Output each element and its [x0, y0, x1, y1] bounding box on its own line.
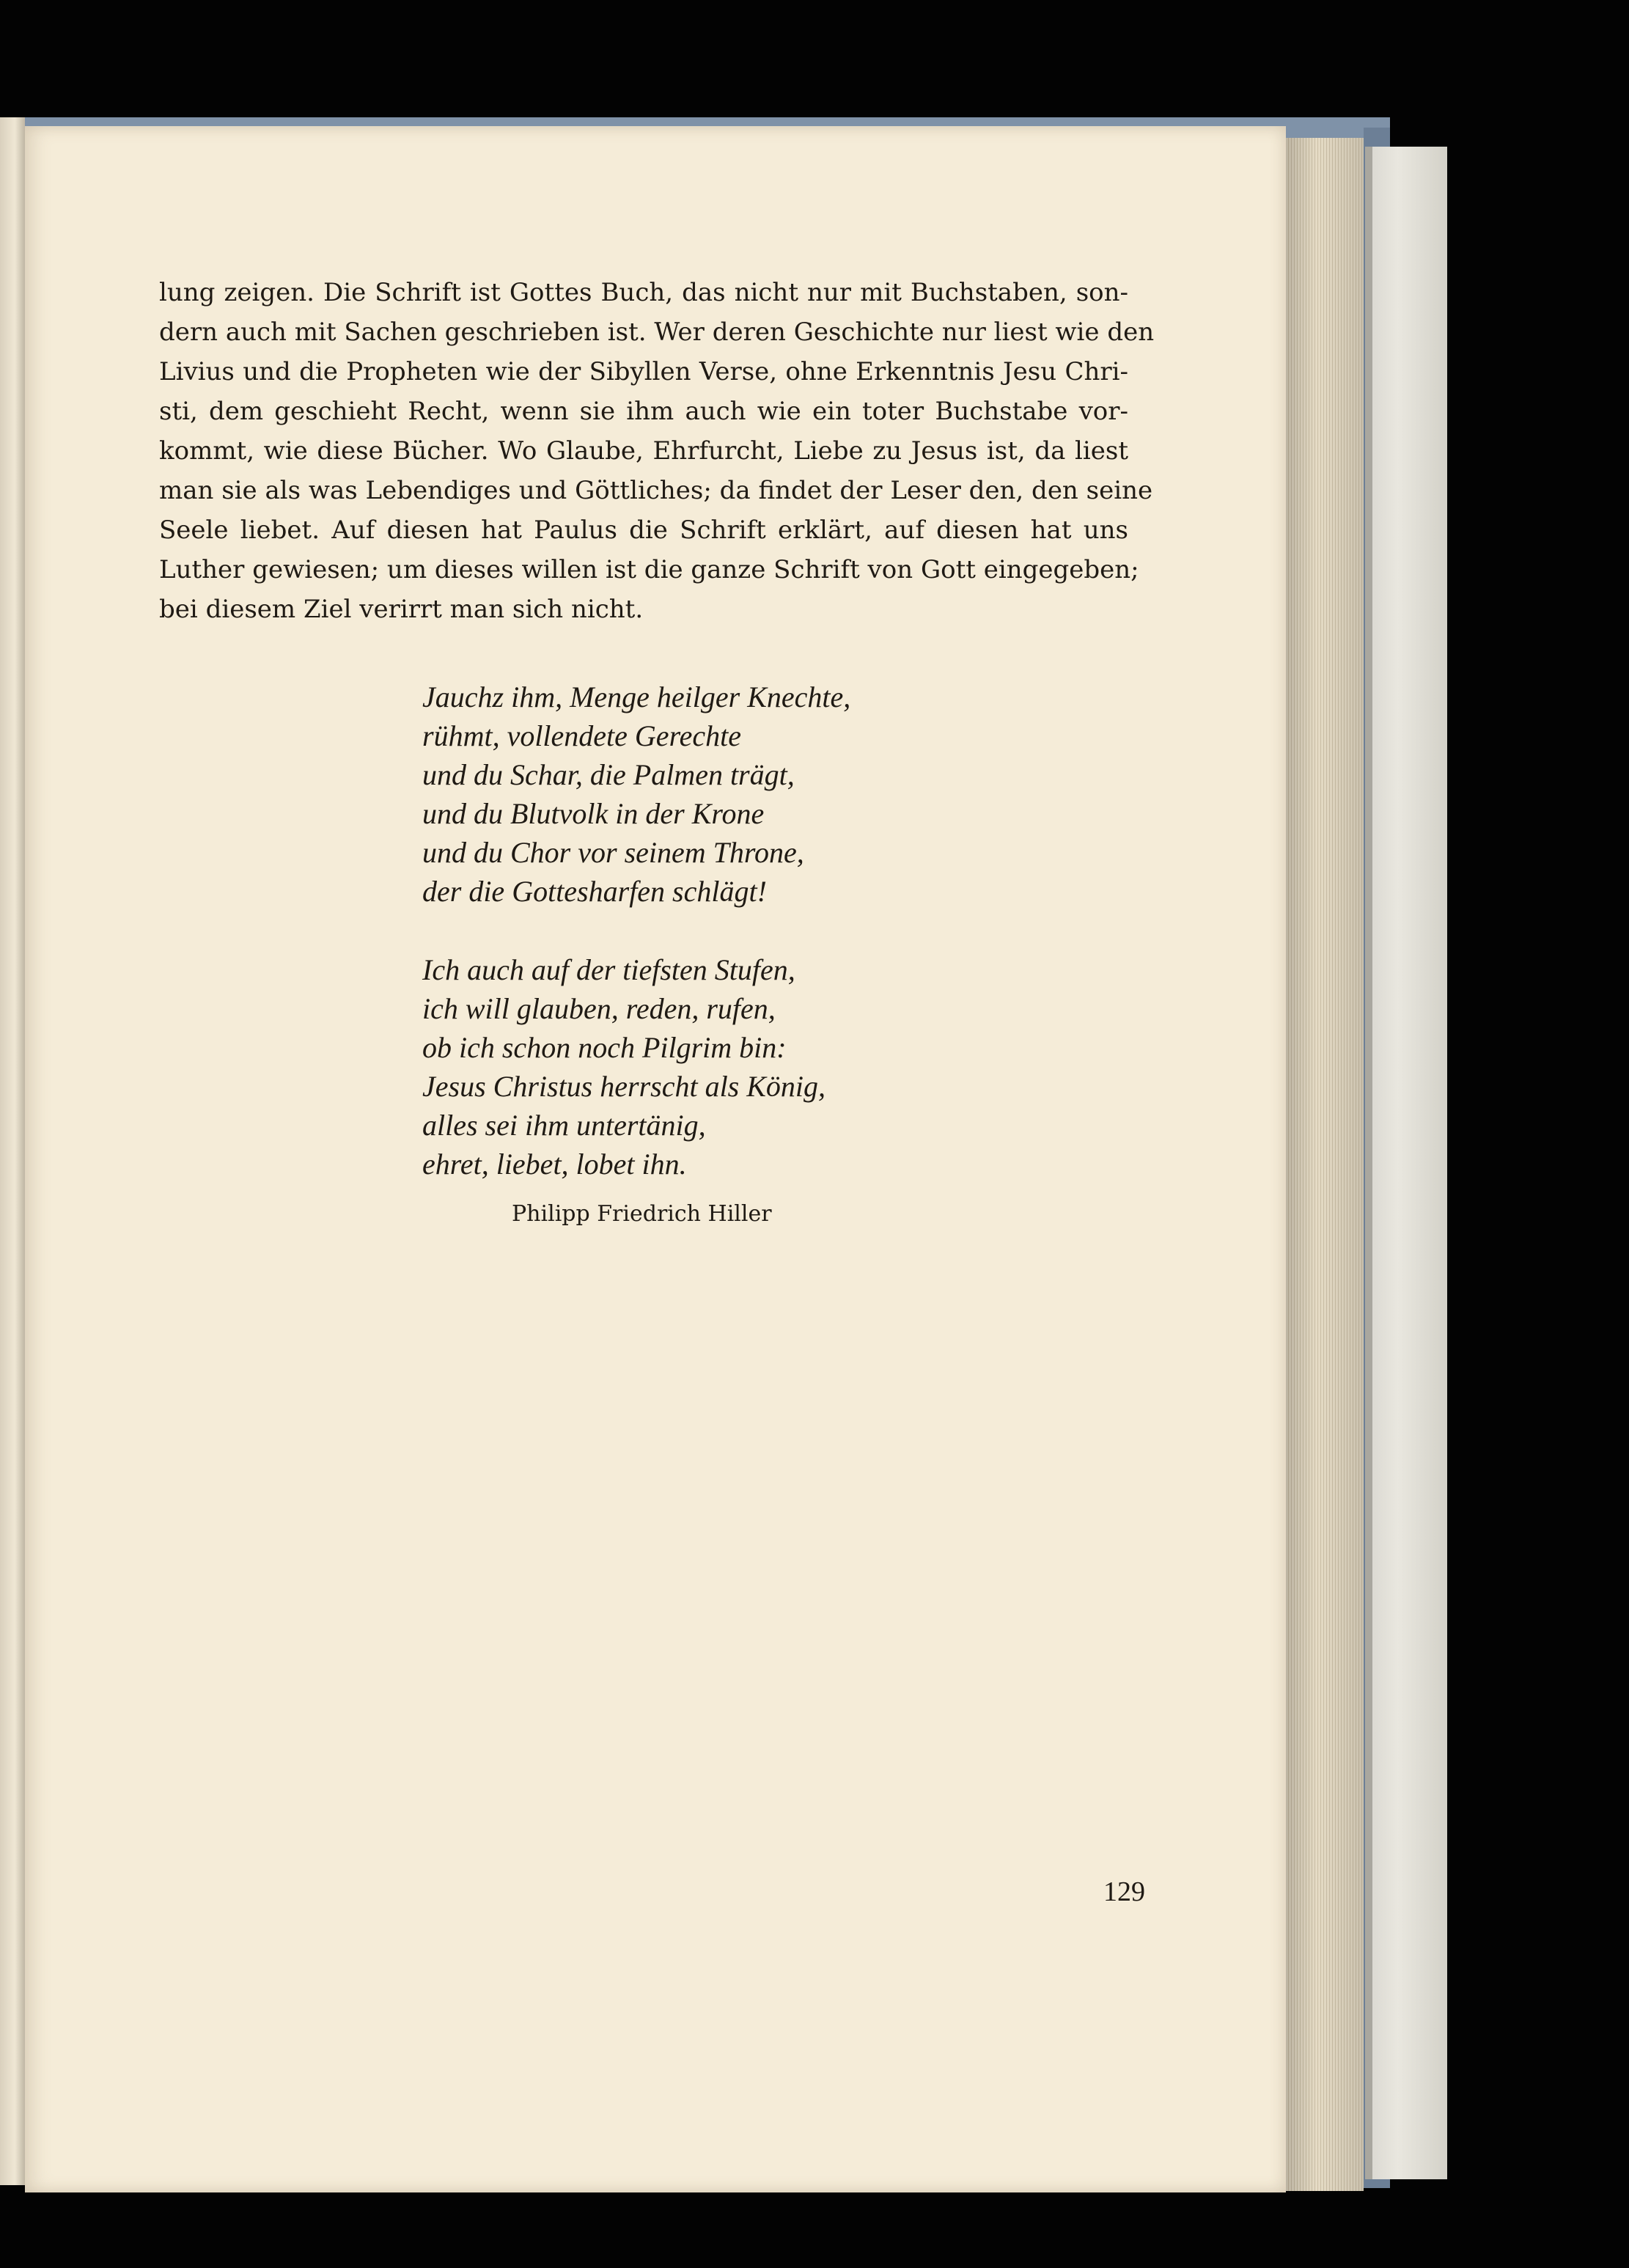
prose-line: sti, dem geschieht Recht, wenn sie ihm auch wie ein toter Buchstabe vor-: [159, 397, 1128, 426]
left-page-edge: [0, 117, 25, 2185]
prose-line: Seele liebet. Auf diesen hat Paulus die Schrift erklärt, auf diesen hat uns: [159, 515, 1128, 545]
verse-line: Jauchz ihm, Menge heilger Knechte,: [422, 680, 851, 713]
verse-line: ehret, liebet, lobet ihn.: [422, 1148, 687, 1181]
prose-line: man sie als was Lebendiges und Göttliches; da findet der Leser den, den seine: [159, 476, 1153, 505]
page-number: 129: [1103, 1876, 1145, 1907]
stanza-2: [422, 950, 935, 1183]
prose-line: Luther gewiesen; um dieses willen ist die ganze Schrift von Gott eingegeben;: [159, 555, 1139, 584]
verse-line: und du Blutvolk in der Krone: [422, 797, 765, 830]
dust-jacket: [1365, 147, 1447, 2179]
verse-line: und du Schar, die Palmen trägt,: [422, 758, 795, 791]
hymn-verses: [422, 678, 935, 1183]
verse-line: und du Chor vor seinem Throne,: [422, 836, 804, 869]
prose-line: Livius und die Propheten wie der Sibyllen Verse, ohne Erkenntnis Jesu Chri-: [159, 357, 1128, 386]
verse-line: Jesus Christus herrscht als König,: [422, 1070, 826, 1103]
verse-line: alles sei ihm untertänig,: [422, 1109, 706, 1142]
verse-line: ob ich schon noch Pilgrim bin:: [422, 1031, 787, 1064]
verse-line: der die Gottesharfen schlägt!: [422, 875, 767, 908]
hymn-author: Philipp Friedrich Hiller: [512, 1201, 772, 1227]
prose-line: dern auch mit Sachen geschrieben ist. Wer deren Geschichte nur liest wie den: [159, 318, 1155, 347]
prose-line: lung zeigen. Die Schrift ist Gottes Buch, das nicht nur mit Buchstaben, son-: [159, 278, 1128, 307]
stanza-1: [422, 678, 935, 911]
dust-jacket-fold: [1365, 147, 1372, 2179]
prose-paragraph: [159, 273, 1155, 629]
verse-line: Ich auch auf der tiefsten Stufen,: [422, 953, 795, 986]
prose-line: bei diesem Ziel verirrt man sich nicht.: [159, 595, 644, 624]
prose-line: kommt, wie diese Bücher. Wo Glaube, Ehrfurcht, Liebe zu Jesus ist, da liest: [159, 436, 1128, 466]
book-page: [25, 126, 1286, 2192]
verse-line: rühmt, vollendete Gerechte: [422, 719, 742, 752]
page-stack-shade: [1286, 138, 1364, 2191]
verse-line: ich will glauben, reden, rufen,: [422, 992, 776, 1025]
